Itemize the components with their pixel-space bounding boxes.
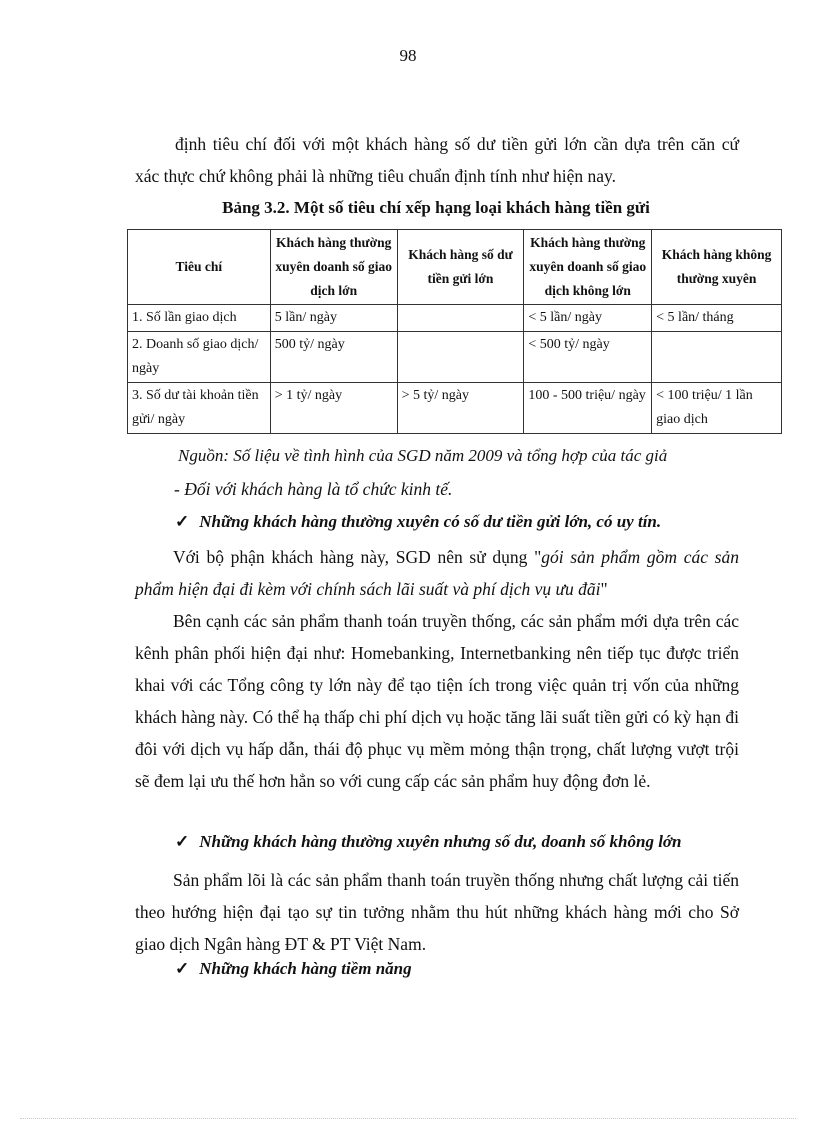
table-cell: < 5 lần/ ngày [524, 305, 652, 332]
paragraph-modern-channels: Bên cạnh các sản phẩm thanh toán truyền thống, các sản phẩm mới dựa trên các kênh phân phối hiện đại như: Homebanking, Internetbanking nên tiếp tục được triển khai với các Tổng công ty lớn này để tạo tiện ích trong việc quản trị vốn của những khách hàng này. Có thể hạ thấp chi phí dịch vụ hoặc tăng lãi suất tiền gửi có kỳ hạn đi đôi với dịch vụ hấp dẫn, thái độ phục vụ mềm mỏng thận trọng, chất lượng vượt trội sẽ đem lại ưu thế hơn hẳn so với cung cấp các sản phẩm huy động đơn lẻ. [135, 611, 739, 791]
header-cell: Tiêu chí [128, 230, 271, 305]
paragraph-core-products: Sản phẩm lõi là các sản phẩm thanh toán truyền thống nhưng chất lượng cải tiến theo hướng hiện đại tạo sự tin tưởng nhằm thu hút những khách hàng mới cho Sở giao dịch Ngân hàng ĐT & PT Việt Nam. [135, 870, 739, 954]
para-end-text: " [600, 579, 608, 599]
table-cell: < 5 lần/ tháng [652, 305, 782, 332]
table-cell: 2. Doanh số giao dịch/ ngày [128, 332, 271, 383]
page-number: 98 [399, 46, 417, 65]
bullet-frequent-small-balance [175, 832, 682, 852]
page-bottom-divider [20, 1118, 796, 1119]
table-cell: 500 tỷ/ ngày [270, 332, 397, 383]
table-cell: > 1 tỷ/ ngày [270, 383, 397, 434]
table-cell: > 5 tỷ/ ngày [397, 383, 524, 434]
bullet-potential-customers [175, 959, 412, 979]
table-cell [397, 305, 524, 332]
para-italic-text: gói sản phẩm gồm các sản phẩm hiện đại đi kèm với chính sách lãi suất và phí dịch vụ ưu đãi [135, 547, 739, 599]
intro-paragraph [135, 128, 739, 192]
table-cell: 100 - 500 triệu/ ngày [524, 383, 652, 434]
table-row [128, 305, 782, 332]
header-cell: Khách hàng không thường xuyên [652, 230, 782, 305]
header-cell: Khách hàng số dư tiền gửi lớn [397, 230, 524, 305]
table-cell: 5 lần/ ngày [270, 305, 397, 332]
check-icon: ✓ [175, 832, 190, 851]
table-cell [397, 332, 524, 383]
intro-line-1: định tiêu chí đối với một khách hàng số dư tiền gửi lớn cần dựa trên căn cứ [175, 134, 739, 154]
table-cell [652, 332, 782, 383]
header-cell: Khách hàng thường xuyên doanh số giao dịch lớn [270, 230, 397, 305]
table-header-row [128, 230, 782, 305]
intro-line-2: xác thực chứ không phải là những tiêu chuẩn định tính như hiện nay. [135, 166, 617, 186]
bullet-text: Những khách hàng thường xuyên nhưng số dư, doanh số không lớn [199, 832, 682, 851]
table-caption: Bảng 3.2. Một số tiêu chí xếp hạng loại khách hàng tiền gửi [222, 198, 650, 217]
table-row [128, 383, 782, 434]
check-icon: ✓ [175, 512, 190, 531]
criteria-table [127, 229, 782, 434]
table-source-note: Nguồn: Số liệu về tình hình của SGD năm 2009 và tổng hợp của tác giả [178, 446, 668, 465]
header-cell: Khách hàng thường xuyên doanh số giao dịch không lớn [524, 230, 652, 305]
table-cell: < 100 triệu/ 1 lần giao dịch [652, 383, 782, 434]
table-cell: < 500 tỷ/ ngày [524, 332, 652, 383]
paragraph-product-package [135, 541, 739, 605]
dash-list-item: - Đối với khách hàng là tổ chức kinh tế. [174, 479, 453, 499]
table-cell: 3. Số dư tài khoản tiền gửi/ ngày [128, 383, 271, 434]
bullet-text: Những khách hàng thường xuyên có số dư tiền gửi lớn, có uy tín. [199, 512, 662, 531]
bullet-text: Những khách hàng tiềm năng [199, 959, 412, 978]
table-cell: 1. Số lần giao dịch [128, 305, 271, 332]
table-row [128, 332, 782, 383]
bullet-frequent-large-balance [175, 512, 661, 532]
para-plain-text: Với bộ phận khách hàng này, SGD nên sử dụng " [173, 547, 542, 567]
check-icon: ✓ [175, 959, 190, 978]
